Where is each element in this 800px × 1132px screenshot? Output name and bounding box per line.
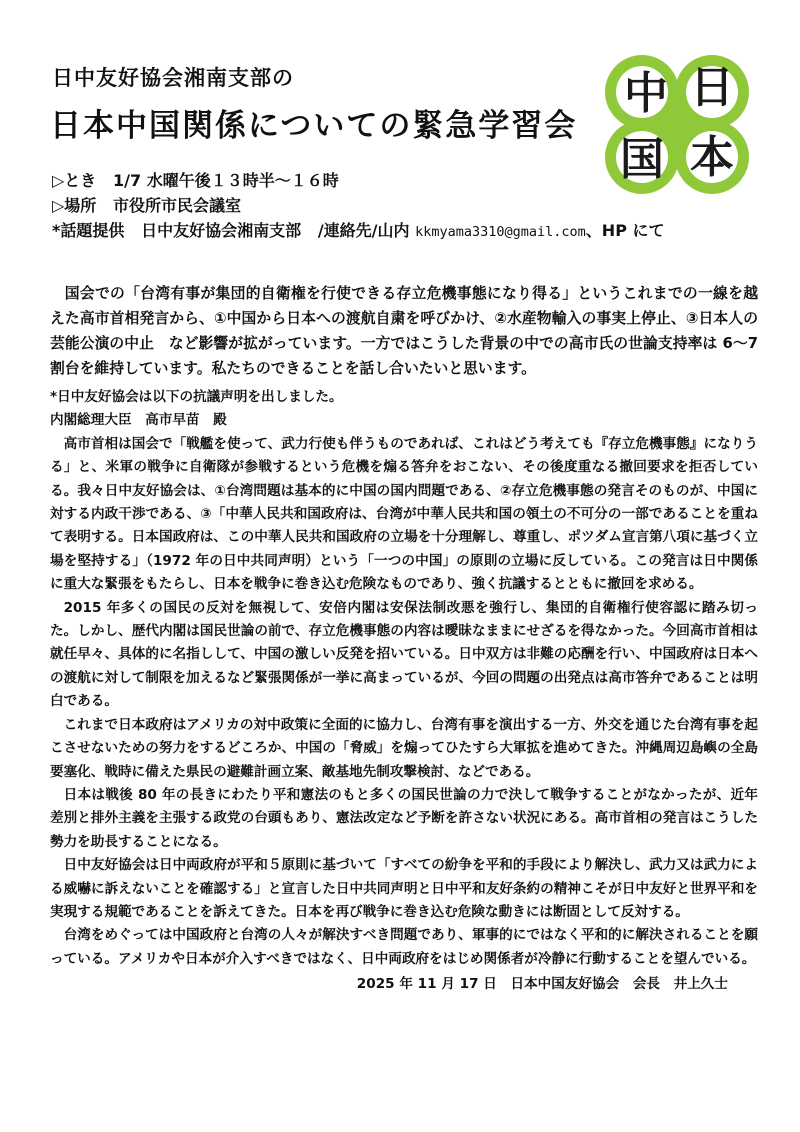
event-subtitle: 日中友好協会湘南支部の <box>52 66 294 90</box>
statement-note: *日中友好協会は以下の抗議声明を出しました。 <box>50 389 343 405</box>
protest-statement <box>50 386 758 997</box>
statement-paragraph: 高市首相は国会で「戦艦を使って、武力行使も伴うものであれば、これはどう考えても『存立危機事態』になりうる」と、米軍の戦争に自衛隊が参戦するという危機を煽る答弁をおこない、その後度重なる撤回要求を拒否している。我々日中友好協会は、①台湾問題は基本的に中国の国内問題である、②存立危機事態の発言そのものが、中国に対する内政干渉である、③「中華人民共和国政府は、台湾が中華人民共和国の領土の不可分の一部であることを重ねて表明する。日本国政府は、この中華人民共和国政府の立場を十分理解し、尊重し、ポツダム宣言第八項に基づく立場を堅持する」（1972 年の日中共同声明）という「一つの中国」の原則の立場に反している。この発言は日中関係に重大な緊張をもたらし、日本を戦争に巻き込む危険なものであり、強く抗議するとともに撤回を求める。 <box>50 435 758 593</box>
provider-label: *話題提供 <box>52 221 125 240</box>
intro-paragraph: 国会での「台湾有事が集団的自衛権を行使できる存立危機事態になり得る」というこれまでの一線を越えた高市首相発言から、①中国から日本への渡航自粛を呼びかけ、②水産物輸入の事実上停止、③日本人の芸能公演の中止 など影響が拡がっています。一方ではこうした背景の中での高市氏の世論支持率は 6～7 割台を維持しています。私たちのできることを話し合いたいと思います。 <box>50 284 758 377</box>
contact-suffix: 、HP にて <box>585 221 665 240</box>
statement-paragraph: 日中友好協会は日中両政府が平和５原則に基づいて「すべての紛争を平和的手段により解決し、武力又は武力による威嚇に訴えないことを確認する」と宣言した日中共同声明と日中平和友好条約の精神こそが日中友好と世界平和を実現する規範であることを訴えてきた。日本を再び戦争に巻き込む危険な動きには断固として反対する。 <box>50 857 758 920</box>
event-place-line <box>52 193 665 218</box>
event-title: 日本中国関係についての緊急学習会 <box>50 108 578 144</box>
place-label: ▷場所 <box>52 196 97 215</box>
statement-paragraph: これまで日本政府はアメリカの対中政策に全面的に協力し、台湾有事を演出する一方、外交を通じた台湾有事を起こさせないための努力をするどころか、中国の「脅威」を煽ってひたすら大軍拡を進めてきた。沖縄周辺島嶼の全島要塞化、戦時に備えた県民の避難計画立案、敵基地先制攻撃検討、などである。 <box>50 716 758 780</box>
statement-paragraph: 日本は戦後 80 年の長きにわたり平和憲法のもと多くの国民世論の力で決して戦争することがなかったが、近年差別と排外主義を主張する政党の台頭もあり、憲法改定など予断を許さない状況にある。高市首相の発言はこうした勢力を助長することになる。 <box>50 786 758 850</box>
logo-char-naka: 中 <box>624 68 668 119</box>
logo-char-hon: 本 <box>690 132 734 183</box>
place-value: 市役所市民会議室 <box>113 196 242 215</box>
time-label: ▷とき <box>52 171 97 190</box>
contact-email[interactable]: kkmyama3310@gmail.com <box>415 224 586 240</box>
statement-paragraph: 台湾をめぐっては中国政府と台湾の人々が解決すべき問題であり、軍事的にではなく平和的に解決されることを願っている。アメリカや日本が介入すべきではなく、日中両政府をはじめ関係者が冷静に行動することを望んでいる。 <box>50 927 758 967</box>
event-info <box>52 168 665 245</box>
statement-addressee: 内閣総理大臣 高市早苗 殿 <box>50 412 227 429</box>
provider-line <box>52 218 665 245</box>
event-time-line <box>52 168 665 193</box>
statement-signature: 2025 年 11 月 17 日 日本中国友好協会 会長 井上久士 <box>356 976 728 993</box>
time-value: 1/7 水曜午後１３時半～１６時 <box>113 171 339 190</box>
statement-paragraph: 2015 年多くの国民の反対を無視して、安倍内閣は安保法制改悪を強行し、集団的自衛権行使容認に踏み切った。しかし、歴代内閣は国民世論の前で、存立危機事態の内容は曖昧なままにせざるを得なかった。今回高市首相は就任早々、具体的に名指しして、中国の激しい反発を招いている。日中双方は非難の応酬を行い、中国政府は日本への渡航に対して制限を加えるなど緊張関係が一挙に高まっているが、今回の問題の出発点は高市答弁であることは明白である。 <box>50 599 758 710</box>
contact-label: /連絡先/山内 <box>317 221 410 240</box>
logo-char-kuni: 国 <box>620 134 664 185</box>
logo-char-hi: 日 <box>690 62 734 113</box>
provider-value: 日中友好協会湘南支部 <box>141 221 302 240</box>
